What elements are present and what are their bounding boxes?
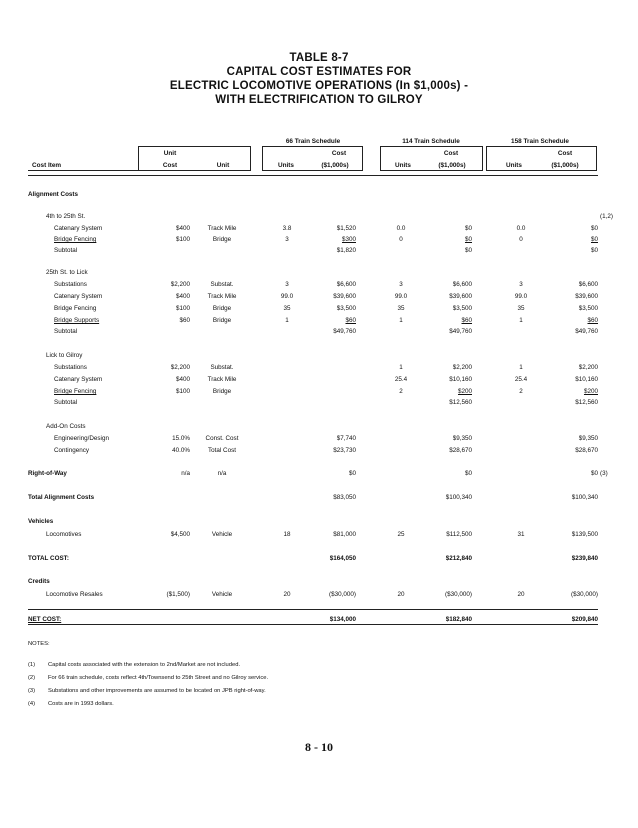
col-header-cost-158-top: Cost — [557, 150, 573, 157]
cell-cost-158: $6,600 — [578, 281, 598, 288]
cell-units-114: 1 — [399, 364, 403, 371]
row-label: Catenary System — [54, 225, 103, 232]
cell-unit: Vehicle — [211, 591, 233, 598]
row-label: Bridge Supports — [54, 317, 100, 324]
header-158-train: 158 Train Schedule — [511, 138, 569, 145]
header-rule-114-top — [380, 146, 482, 147]
cell-unit: Track Mile — [207, 293, 237, 300]
cell-unit-cost: $4,500 — [170, 531, 190, 538]
cell-unit-cost: $100 — [175, 388, 190, 395]
note-number: (3) — [28, 688, 36, 694]
row-label: Engineering/Design — [54, 435, 109, 442]
cell-units-114: 25.4 — [394, 376, 408, 383]
row-label: 4th to 25th St. — [46, 213, 86, 220]
cell-cost-66: $3,500 — [336, 305, 356, 312]
note-number: (1) — [28, 662, 36, 668]
cell-units-66: 3.8 — [282, 225, 292, 232]
col-header-cost-66-top: Cost — [331, 150, 347, 157]
cell-cost-66: $7,740 — [336, 435, 356, 442]
cell-units-114: 0 — [399, 236, 403, 243]
cell-cost-66: $81,000 — [333, 531, 356, 538]
cell-cost-66: $83,050 — [333, 494, 356, 501]
cell-unit: Bridge — [212, 236, 232, 243]
row-label: Subtotal — [54, 399, 78, 406]
cell-cost-66: $1,520 — [336, 225, 356, 232]
cell-units-114: 99.0 — [394, 293, 408, 300]
cell-units-66: 20 — [283, 591, 291, 598]
cell-cost-66: $23,730 — [333, 447, 356, 454]
cell-cost-114: $3,500 — [452, 305, 472, 312]
cell-cost-114: $2,200 — [452, 364, 472, 371]
header-rule-unit-top — [138, 146, 250, 147]
cell-units-158: 0.0 — [516, 225, 526, 232]
col-header-units-158: Units — [506, 162, 522, 169]
header-rule-cost-item — [28, 170, 138, 171]
cell-unit-cost: $2,200 — [170, 364, 190, 371]
header-rule-158-bottom — [486, 170, 596, 171]
row-label: NET COST: — [28, 616, 62, 623]
note-text: For 66 train schedule, costs reflect 4th/Townsend to 25th Street and no Gilroy service. — [48, 675, 269, 681]
cell-cost-114: $200 — [457, 388, 472, 395]
cell-cost-114: $100,340 — [445, 494, 472, 501]
header-divider — [596, 146, 597, 171]
header-114-train: 114 Train Schedule — [402, 138, 460, 145]
header-rule-114-bottom — [380, 170, 482, 171]
row-label: Catenary System — [54, 376, 103, 383]
cell-cost-66: $6,600 — [336, 281, 356, 288]
header-rule-66-top — [262, 146, 362, 147]
note-text: Substations and other improvements are assumed to be located on JPB right-of-way. — [48, 688, 266, 694]
cell-cost-114: $0 — [464, 236, 472, 243]
cell-units-158: 35 — [517, 305, 525, 312]
cell-cost-158: $9,350 — [578, 435, 598, 442]
cell-unit: Bridge — [212, 388, 232, 395]
cell-units-66: 3 — [285, 281, 289, 288]
cell-units-114: 3 — [399, 281, 403, 288]
cell-cost-114: $28,670 — [449, 447, 472, 454]
page-number: 8 - 10 — [305, 740, 333, 754]
cell-units-158: 20 — [517, 591, 525, 598]
row-label: Catenary System — [54, 293, 103, 300]
cell-cost-66: $0 — [348, 470, 356, 477]
cell-cost-114: $39,600 — [449, 293, 472, 300]
cell-unit-cost: $100 — [175, 236, 190, 243]
row-label: 25th St. to Lick — [46, 269, 88, 276]
row-label: Right-of-Way — [28, 470, 67, 477]
header-divider — [482, 146, 483, 171]
col-header-cost-66-bottom: ($1,000s) — [321, 162, 349, 169]
cell-cost-158: $0 — [590, 470, 598, 477]
cell-cost-66: $134,000 — [329, 616, 356, 623]
header-bottom-rule — [28, 175, 598, 176]
cell-cost-158: $39,600 — [575, 293, 598, 300]
header-rule-66-bottom — [262, 170, 362, 171]
cell-cost-114: $112,500 — [446, 531, 472, 538]
header-divider — [262, 146, 263, 171]
col-header-unit-cost-bottom: Cost — [162, 162, 178, 169]
cell-unit-cost: n/a — [181, 470, 190, 477]
cell-unit: Total Cost — [208, 447, 236, 454]
cell-unit: Vehicle — [211, 531, 233, 538]
note-text: Capital costs associated with the extension to 2nd/Market are not included. — [48, 662, 241, 668]
cell-cost-114: ($30,000) — [445, 591, 472, 598]
table-title-line-1: CAPITAL COST ESTIMATES FOR — [226, 66, 412, 78]
cell-unit: Track Mile — [207, 225, 237, 232]
row-label: Credits — [28, 578, 50, 585]
cell-unit-cost: 40.0% — [172, 447, 190, 454]
cell-unit-cost: $60 — [179, 317, 190, 324]
cell-units-66: 35 — [283, 305, 291, 312]
cell-cost-114: $182,840 — [445, 616, 472, 623]
header-divider — [380, 146, 381, 171]
cell-cost-158: $3,500 — [578, 305, 598, 312]
row-label: Substations — [54, 281, 87, 288]
cell-unit-cost: 15.0% — [172, 435, 190, 442]
col-header-units-66: Units — [278, 162, 294, 169]
cell-unit: Const. Cost — [205, 435, 239, 442]
cell-cost-114: $60 — [461, 317, 472, 324]
cell-units-114: 25 — [397, 531, 405, 538]
cell-cost-158: $100,340 — [571, 494, 598, 501]
cell-unit: Bridge — [212, 305, 232, 312]
cell-cost-158: $60 — [587, 317, 598, 324]
cell-units-114: 20 — [397, 591, 405, 598]
row-label: Bridge Fencing — [54, 236, 97, 243]
header-rule-unit-bottom — [138, 170, 250, 171]
cell-cost-66: $39,600 — [333, 293, 356, 300]
cell-cost-66: $49,760 — [333, 328, 356, 335]
cell-cost-114: $212,840 — [445, 555, 472, 562]
header-divider — [250, 146, 251, 171]
cell-units-66: 18 — [283, 531, 291, 538]
note-number: (4) — [28, 701, 36, 707]
cell-cost-158: $0 — [590, 247, 598, 254]
cell-unit-cost: $400 — [175, 225, 190, 232]
cell-units-158: 0 — [519, 236, 523, 243]
col-header-cost-158-bottom: ($1,000s) — [551, 162, 579, 169]
col-header-unit-cost-top: Unit — [163, 150, 177, 157]
cell-cost-158: ($30,000) — [571, 591, 598, 598]
cell-units-158: 1 — [519, 364, 523, 371]
cell-units-114: 0.0 — [396, 225, 406, 232]
header-divider — [138, 146, 139, 171]
table-title-line-3: WITH ELECTRIFICATION TO GILROY — [215, 94, 423, 106]
cell-cost-66: ($30,000) — [329, 591, 356, 598]
cell-cost-66: $300 — [341, 236, 356, 243]
header-66-train: 66 Train Schedule — [285, 138, 341, 145]
cell-units-114: 35 — [397, 305, 405, 312]
col-header-units-114: Units — [395, 162, 411, 169]
cell-cost-114: $10,160 — [449, 376, 472, 383]
row-label: Add-On Costs — [46, 423, 86, 430]
col-header-unit: Unit — [216, 162, 230, 169]
col-header-cost-114-top: Cost — [443, 150, 459, 157]
cell-cost-158: $209,840 — [571, 616, 598, 623]
row-label: Bridge Fencing — [54, 305, 97, 312]
row-label: Locomotive Resales — [46, 591, 103, 598]
row-label: Substations — [54, 364, 87, 371]
header-divider — [486, 146, 487, 171]
col-header-cost-114-bottom: ($1,000s) — [438, 162, 466, 169]
cell-cost-114: $6,600 — [452, 281, 472, 288]
cell-cost-114: $0 — [464, 225, 472, 232]
cell-unit: n/a — [217, 470, 227, 477]
row-label: Vehicles — [28, 518, 54, 525]
cell-unit: Substat. — [210, 281, 234, 288]
cell-footnote-ref: (3) — [600, 470, 608, 477]
cell-units-114: 1 — [399, 317, 403, 324]
note-number: (2) — [28, 675, 36, 681]
row-label: TOTAL COST: — [28, 555, 69, 562]
cell-unit: Substat. — [210, 364, 234, 371]
cell-cost-114: $9,350 — [452, 435, 472, 442]
row-label: Subtotal — [54, 328, 78, 335]
col-header-cost-item: Cost Item — [32, 162, 62, 169]
note-text: Costs are in 1993 dollars. — [48, 701, 114, 707]
cell-cost-158: $28,670 — [575, 447, 598, 454]
row-label: Alignment Costs — [28, 191, 79, 198]
row-label: Locomotives — [46, 531, 82, 538]
row-label: Bridge Fencing — [54, 388, 97, 395]
cell-units-158: 1 — [519, 317, 523, 324]
cell-units-114: 2 — [399, 388, 403, 395]
cell-cost-66: $1,820 — [336, 247, 356, 254]
row-label: Subtotal — [54, 247, 78, 254]
cell-unit-cost: $100 — [175, 305, 190, 312]
cell-cost-114: $0 — [464, 470, 472, 477]
cell-cost-158: $239,840 — [571, 555, 598, 562]
row-label: Lick to Gilroy — [46, 352, 83, 359]
cell-cost-114: $12,560 — [449, 399, 472, 406]
cell-units-158: 31 — [517, 531, 525, 538]
cell-cost-158: $10,160 — [575, 376, 598, 383]
cell-cost-158: $139,500 — [571, 531, 598, 538]
header-rule-158-top — [486, 146, 596, 147]
row-label: Total Alignment Costs — [28, 494, 95, 501]
cell-unit: Bridge — [212, 317, 232, 324]
cell-cost-158: $12,560 — [575, 399, 598, 406]
cell-cost-114: $49,760 — [449, 328, 472, 335]
row-label: Contingency — [54, 447, 90, 454]
cell-cost-158: $49,760 — [575, 328, 598, 335]
cell-cost-158: $2,200 — [578, 364, 598, 371]
cell-unit-cost: ($1,500) — [166, 591, 190, 598]
cell-units-66: 99.0 — [280, 293, 294, 300]
cell-footnote-ref: (1,2) — [600, 213, 613, 220]
cell-units-66: 1 — [285, 317, 289, 324]
cell-unit: Track Mile — [207, 376, 237, 383]
cell-units-158: 25.4 — [514, 376, 528, 383]
cell-units-66: 3 — [285, 236, 289, 243]
cell-unit-cost: $2,200 — [170, 281, 190, 288]
cell-cost-158: $0 — [590, 236, 598, 243]
rule-above-net-cost — [28, 609, 598, 610]
header-divider — [362, 146, 363, 171]
cell-units-158: 3 — [519, 281, 523, 288]
rule-below-net-cost — [28, 624, 598, 625]
cell-cost-66: $164,050 — [329, 555, 356, 562]
cell-units-158: 2 — [519, 388, 523, 395]
table-title-line-2: ELECTRIC LOCOMOTIVE OPERATIONS (In $1,000s) - — [169, 80, 469, 92]
cell-cost-114: $0 — [464, 247, 472, 254]
cell-cost-158: $200 — [583, 388, 598, 395]
cell-cost-66: $60 — [345, 317, 356, 324]
cell-cost-158: $0 — [590, 225, 598, 232]
cell-units-158: 99.0 — [514, 293, 528, 300]
cell-unit-cost: $400 — [175, 293, 190, 300]
table-number: TABLE 8-7 — [289, 52, 349, 64]
cell-unit-cost: $400 — [175, 376, 190, 383]
notes-heading: NOTES: — [28, 641, 50, 647]
